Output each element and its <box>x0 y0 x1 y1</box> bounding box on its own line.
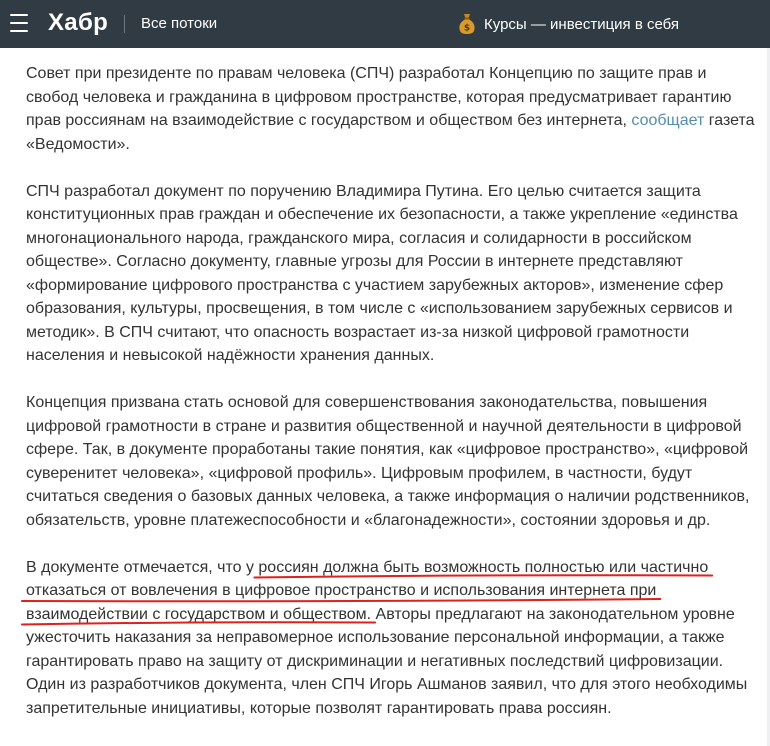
article-paragraph-3: Концепция призвана стать основой для совершенствования законодательства, повышения цифровой грамотности в стране и развития общественной и научной деятельности в цифровой сфере. Так, в документе проработаны такие понятия, как «цифровое пространство», «цифровой суверенитет человека», «цифровой профиль». Цифровым профилем, в частности, будут считаться сведения о базовых данных человека, а также информация о наличии родственников, обязательств, уровне платежеспособности и «благонадежности», состоянии здоровья и др. <box>26 394 750 529</box>
all-flows-link[interactable]: Все потоки <box>141 15 218 32</box>
underlined-quote: россиян должна быть возможность полностью или частично отказаться от вовлечения в цифровое пространство и использования интернета при взаимодействии с государством и обществом. <box>26 558 709 623</box>
article-paragraph-2: СПЧ разработал документ по поручению Владимира Путина. Его целью считается защита конституционных прав граждан и обеспечение их безопасности, а также укрепление «единства многонационального народа, гражданского мира, согласия и солидарности в российском обществе». Согласно документу, главные угрозы для России в интернете представляют «формирование цифрового пространства с участием зарубежных акторов», изменение сфер образования, культуры, просвещения, в том числе с «использованием зарубежных сервисов и методик». В СПЧ считают, что опасность возрастает из-за низкой цифровой грамотности населения и невысокой надёжности хранения данных. <box>26 182 738 364</box>
paragraph-text: В документе отмечается, что у <box>26 558 259 576</box>
article-paragraph-4 <box>26 556 756 721</box>
top-navigation-bar <box>0 0 770 48</box>
money-bag-icon <box>458 13 476 35</box>
paragraph-text: Совет при президенте по правам человека (СПЧ) разработал Концепцию по защите прав и свобод человека и гражданина в цифровом пространстве, которая предусматривает гарантию прав россиянам на взаимодействие с государством и обществом без интернета, <box>26 65 732 129</box>
courses-promo-link[interactable] <box>458 13 679 35</box>
paragraph-text: Авторы предлагают на законодательном уровне ужесточить наказания за неправомерное использование персональной информации, а также гарантировать право на защиту от дискриминации и негативных последствий цифровизации. Один из разработчиков документа, член СПЧ Игорь Ашманов заявил, что для этого необходимы запретительные инициативы, которые позволят гарантировать права россиян. <box>26 605 748 717</box>
paragraph-text: газета «Ведомости». <box>26 112 755 153</box>
source-link[interactable]: сообщает <box>631 112 705 129</box>
article-body <box>26 62 756 744</box>
article-paragraph-1 <box>26 62 756 156</box>
svg-text:$: $ <box>463 23 471 34</box>
courses-promo-text: Курсы — инвестиция в себя <box>484 15 680 33</box>
site-logo[interactable]: Хабр <box>48 9 109 36</box>
header-divider <box>124 15 125 33</box>
menu-icon[interactable] <box>10 14 28 32</box>
